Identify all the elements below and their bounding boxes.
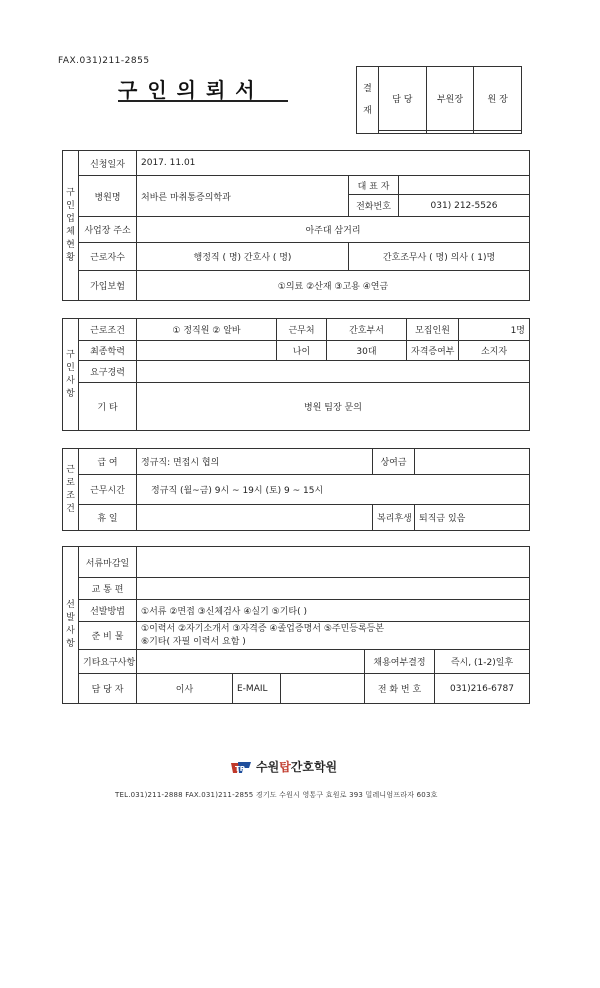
workers-value-b[interactable]: 간호조무사 ( 명) 의사 ( 1)명 bbox=[349, 243, 530, 271]
vertical-label-char: 선 bbox=[66, 600, 75, 610]
welfare-label: 복리후생 bbox=[373, 505, 415, 531]
vertical-label-char: 황 bbox=[66, 252, 75, 263]
docs-line-1: ①이력서 ②자기소개서 ③자격증 ④졸업증명서 ⑤주민등록등본 bbox=[141, 623, 385, 634]
ceo-label: 대 표 자 bbox=[349, 176, 399, 195]
vertical-label-char: 사 bbox=[66, 626, 75, 636]
vertical-label-text bbox=[63, 187, 78, 265]
logo-red-char: 탑 bbox=[279, 760, 291, 774]
deadline-value[interactable] bbox=[137, 547, 530, 578]
workers-label: 근로자수 bbox=[79, 243, 137, 271]
academy-logo bbox=[230, 758, 337, 775]
deadline-label: 서류마감일 bbox=[79, 547, 137, 578]
vertical-label-char: 로 bbox=[66, 477, 75, 488]
other-label: 기타요구사항 bbox=[79, 650, 137, 674]
hours-value[interactable]: 정규직 (월~금) 9시 ~ 19시 (토) 9 ~ 15시 bbox=[137, 475, 530, 505]
salary-label: 급 여 bbox=[79, 449, 137, 475]
phone-label: 전화번호 bbox=[349, 195, 399, 217]
salary-value[interactable]: 정규직: 면접시 협의 bbox=[137, 449, 373, 475]
address-value[interactable]: 아주대 삼거리 bbox=[137, 217, 530, 243]
selection-side-label bbox=[63, 547, 79, 704]
vertical-label-char: 근 bbox=[66, 464, 75, 475]
bonus-label: 상여금 bbox=[373, 449, 415, 475]
recruit-side-label bbox=[63, 319, 79, 431]
ceo-value[interactable] bbox=[399, 176, 530, 195]
approval-table bbox=[356, 66, 522, 134]
etc-value[interactable]: 병원 팀장 문의 bbox=[137, 383, 530, 431]
edu-label: 최종학력 bbox=[79, 341, 137, 361]
method-label: 선발방법 bbox=[79, 600, 137, 622]
vertical-label-text bbox=[63, 599, 78, 651]
career-label: 요구경력 bbox=[79, 361, 137, 383]
email-value[interactable] bbox=[281, 674, 365, 704]
career-value[interactable] bbox=[137, 361, 530, 383]
approval-sign-manager[interactable] bbox=[379, 131, 427, 134]
age-label: 나이 bbox=[277, 341, 327, 361]
vertical-label-char: 결 bbox=[363, 84, 372, 94]
approval-header-manager: 담 당 bbox=[379, 67, 427, 131]
svg-text:TP: TP bbox=[235, 764, 245, 773]
vertical-label-char: 인 bbox=[66, 362, 75, 373]
phone-value[interactable]: 031) 212-5526 bbox=[399, 195, 530, 217]
vertical-label-text bbox=[63, 349, 78, 401]
title-underline bbox=[118, 100, 288, 102]
logo-prefix: 수원 bbox=[256, 760, 280, 774]
method-value[interactable]: ①서류 ②면접 ③신체검사 ④실기 ⑤기타( ) bbox=[137, 600, 530, 622]
cond-label: 근로조건 bbox=[79, 319, 137, 341]
vertical-label-char: 재 bbox=[363, 106, 372, 116]
holiday-value[interactable] bbox=[137, 505, 373, 531]
cond-value[interactable]: ① 정직원 ② 알바 bbox=[137, 319, 277, 341]
insurance-label: 가입보험 bbox=[79, 271, 137, 301]
company-side-label bbox=[63, 151, 79, 301]
docs-label: 준 비 물 bbox=[79, 622, 137, 650]
manager-label: 담 당 자 bbox=[79, 674, 137, 704]
docs-line-2: ⑥기타( 자필 이력서 요함 ) bbox=[141, 636, 246, 647]
bonus-value[interactable] bbox=[415, 449, 530, 475]
manager-value[interactable]: 이사 bbox=[137, 674, 233, 704]
conditions-side-label bbox=[63, 449, 79, 531]
vertical-label-char: 항 bbox=[66, 388, 75, 399]
welfare-value[interactable]: 퇴직금 있음 bbox=[415, 505, 530, 531]
count-value[interactable]: 1명 bbox=[459, 319, 530, 341]
tel-label: 전 화 번 호 bbox=[365, 674, 435, 704]
transport-label: 교 통 편 bbox=[79, 578, 137, 600]
license-label: 자격증여부 bbox=[407, 341, 459, 361]
vertical-label-char: 건 bbox=[66, 503, 75, 514]
vertical-label-char: 인 bbox=[66, 200, 75, 211]
hours-label: 근무시간 bbox=[79, 475, 137, 505]
insurance-value[interactable]: ①의료 ②산재 ③고용 ④연금 bbox=[137, 271, 530, 301]
approval-side-text bbox=[361, 78, 374, 122]
vertical-label-char: 발 bbox=[66, 613, 75, 623]
conditions-table bbox=[62, 448, 530, 531]
approval-header-director: 원 장 bbox=[474, 67, 522, 131]
academy-logo-mark-icon bbox=[230, 760, 252, 774]
vertical-label-char: 체 bbox=[66, 226, 75, 237]
license-value[interactable]: 소지자 bbox=[459, 341, 530, 361]
vertical-label-char: 항 bbox=[66, 639, 75, 649]
approval-sign-director[interactable] bbox=[474, 131, 522, 134]
transport-value[interactable] bbox=[137, 578, 530, 600]
holiday-label: 휴 일 bbox=[79, 505, 137, 531]
selection-table bbox=[62, 546, 530, 704]
recruit-table bbox=[62, 318, 530, 431]
footer-contact: TEL.031)211-2888 FAX.031)211-2855 경기도 수원시 영통구 효원로 393 밀레니엄프라자 603호 bbox=[115, 791, 438, 799]
dept-label: 근무처 bbox=[277, 319, 327, 341]
vertical-label-char: 조 bbox=[66, 490, 75, 501]
etc-label: 기 타 bbox=[79, 383, 137, 431]
hospital-label: 병원명 bbox=[79, 176, 137, 217]
count-label: 모집인원 bbox=[407, 319, 459, 341]
approval-side-label bbox=[357, 67, 379, 134]
email-label: E-MAIL bbox=[233, 674, 281, 704]
vertical-label-char: 구 bbox=[66, 349, 75, 360]
tel-value[interactable]: 031)216-6787 bbox=[435, 674, 530, 704]
dept-value[interactable]: 간호부서 bbox=[327, 319, 407, 341]
page-title: 구인의뢰서 bbox=[118, 78, 265, 102]
vertical-label-char: 업 bbox=[66, 213, 75, 224]
approval-header-vice-director: 부원장 bbox=[426, 67, 474, 131]
logo-suffix: 간호학원 bbox=[290, 760, 338, 774]
vertical-label-char: 현 bbox=[66, 239, 75, 250]
apply-date-label: 신청일자 bbox=[79, 151, 137, 176]
decision-label: 채용여부결정 bbox=[365, 650, 435, 674]
vertical-label-char: 구 bbox=[66, 187, 75, 198]
edu-value[interactable] bbox=[137, 341, 277, 361]
company-table bbox=[62, 150, 530, 301]
hospital-value[interactable]: 처바른 마취통증의학과 bbox=[137, 176, 349, 217]
other-value[interactable] bbox=[137, 650, 365, 674]
vertical-label-char: 사 bbox=[66, 375, 75, 386]
docs-value[interactable] bbox=[137, 622, 530, 650]
approval-sign-vice-director[interactable] bbox=[426, 131, 474, 134]
address-label: 사업장 주소 bbox=[79, 217, 137, 243]
age-value[interactable]: 30대 bbox=[327, 341, 407, 361]
workers-value-a[interactable]: 행정직 ( 명) 간호사 ( 명) bbox=[137, 243, 349, 271]
decision-value[interactable]: 즉시, (1-2)일후 bbox=[435, 650, 530, 674]
apply-date-value[interactable]: 2017. 11.01 bbox=[137, 151, 530, 176]
fax-number: FAX.031)211-2855 bbox=[58, 56, 150, 66]
vertical-label-text bbox=[63, 464, 78, 516]
